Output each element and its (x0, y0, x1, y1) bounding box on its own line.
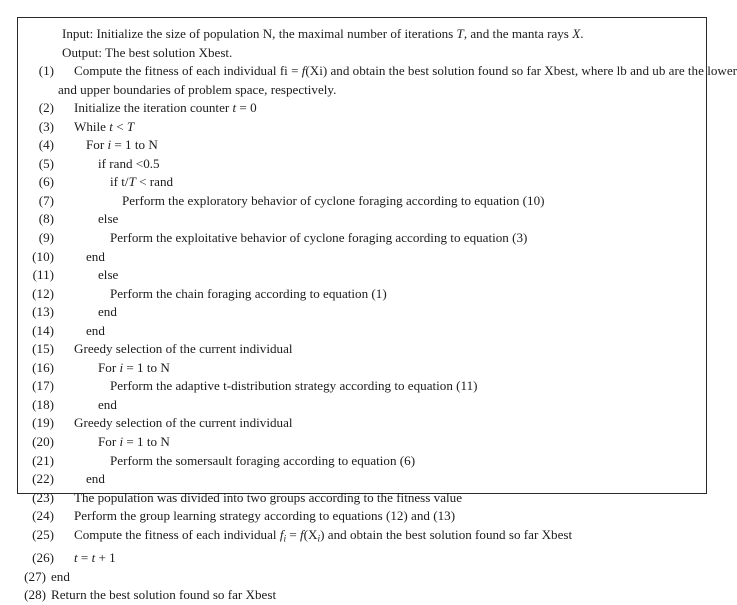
l26-increment: + 1 (95, 549, 116, 565)
l20-symbol-i: i (119, 434, 124, 450)
algorithm-line-28 (18, 586, 706, 605)
algorithm-line-22 (18, 470, 706, 489)
l16-part-a: For (98, 359, 120, 375)
l25-subscript-i: i (283, 534, 287, 545)
algorithm-line-13 (18, 303, 706, 322)
l1-part-a: Compute the fitness of each individual fi = (74, 63, 302, 79)
l6-part-b: < rand (135, 174, 174, 190)
l25-paren-close: ) (320, 526, 325, 542)
algorithm-line-23 (18, 489, 706, 508)
algorithm-line-10 (18, 248, 706, 267)
line-text-27: end (51, 568, 70, 584)
algorithm-line-27 (18, 568, 706, 587)
input-symbol-X: X (572, 26, 581, 41)
line-number-25: (25) (32, 526, 54, 542)
line-number-21: (21) (32, 452, 54, 468)
line-text-20 (90, 433, 170, 452)
line-number-4: (4) (38, 137, 54, 153)
line-text-4 (78, 136, 158, 155)
l26-symbol-t-left: t (74, 549, 78, 565)
line-text-5: if rand <0.5 (98, 155, 160, 171)
algorithm-line-list (18, 25, 737, 605)
l25-equals: = (286, 526, 301, 542)
line-number-24: (24) (32, 508, 54, 524)
algorithm-line-2 (18, 99, 706, 118)
line-text-18: end (98, 396, 117, 412)
line-text-6 (102, 173, 173, 192)
line-text-13: end (98, 304, 117, 320)
line-text-22: end (86, 471, 105, 487)
algorithm-line-12 (18, 285, 706, 304)
l4-part-b: = 1 to N (111, 137, 158, 153)
line-text-16 (90, 359, 170, 378)
line-text-28: Return the best solution found so far Xbest (51, 587, 277, 603)
algorithm-line-14 (18, 322, 706, 341)
line-text-21: Perform the somersault foraging according to equation (6) (110, 452, 416, 468)
line-number-28: (28) (24, 587, 46, 603)
algorithm-line-6 (18, 173, 706, 192)
algorithm-line-25 (18, 526, 706, 549)
l6-symbol-t: t (121, 174, 125, 190)
line-number-26: (26) (32, 549, 54, 565)
l25-function-f: f (300, 526, 304, 542)
line-text-25 (66, 526, 572, 549)
l3-symbol-T: T (126, 118, 135, 134)
l4-symbol-i: i (107, 137, 112, 153)
line-text-19: Greedy selection of the current individual (74, 415, 293, 431)
algorithm-line-19 (18, 414, 706, 433)
l1-part-b: (Xi) and obtain the best solution found so far Xbest, where lb and ub are the lower (305, 63, 737, 79)
l6-slash: / (124, 174, 129, 190)
line-text-7: Perform the exploratory behavior of cyclone foraging according to equation (10) (122, 192, 545, 208)
l25-part-b: and obtain the best solution found so far Xbest (324, 526, 573, 542)
algorithm-box (17, 17, 737, 603)
algorithm-line-3 (18, 118, 706, 137)
line-text-1 (66, 62, 737, 81)
input-period: . (580, 26, 584, 41)
algorithm-line-5 (18, 155, 706, 174)
line-text-3 (66, 118, 134, 137)
line-number-8: (8) (38, 211, 54, 227)
algorithm-line-8 (18, 210, 706, 229)
input-mid-text: , and the manta rays (463, 26, 573, 41)
line-number-13: (13) (32, 304, 54, 320)
line-number-27: (27) (24, 568, 46, 584)
line-text-23: The population was divided into two groups according to the fitness value (74, 489, 463, 505)
algorithm-line-output (18, 44, 706, 63)
line-text-14: end (86, 322, 105, 338)
line-number-20: (20) (32, 434, 54, 450)
line-number-15: (15) (32, 341, 54, 357)
line-number-10: (10) (32, 248, 54, 264)
algorithm-line-9 (18, 229, 706, 248)
algorithm-line-17 (18, 377, 706, 396)
line-number-11: (11) (32, 267, 54, 283)
algorithm-line-11 (18, 266, 706, 285)
l25-part-a: Compute the fitness of each individual (74, 526, 280, 542)
algorithm-line-26 (18, 549, 706, 568)
line-number-2: (2) (38, 100, 54, 116)
l4-part-a: For (86, 137, 108, 153)
l20-part-b: = 1 to N (123, 434, 170, 450)
l26-equals: = (77, 549, 92, 565)
line-number-19: (19) (32, 415, 54, 431)
line-text-1-continuation: and upper boundaries of problem space, respectively. (58, 81, 337, 97)
l6-symbol-T: T (128, 174, 136, 190)
algorithm-line-1 (18, 62, 737, 81)
line-number-3: (3) (38, 118, 54, 134)
algorithm-line-21 (18, 452, 706, 471)
line-number-9: (9) (38, 230, 54, 246)
l25-symbol-f: f (279, 526, 284, 542)
l25-paren-open: (X (303, 526, 318, 542)
algorithm-line-18 (18, 396, 706, 415)
algorithm-line-24 (18, 507, 706, 526)
line-number-14: (14) (32, 322, 54, 338)
line-text-input (54, 25, 583, 44)
l1-function-f: f (301, 63, 306, 79)
algorithm-line-1-continuation (18, 81, 706, 100)
line-number-17: (17) (32, 378, 54, 394)
line-number-7: (7) (38, 192, 54, 208)
l20-part-a: For (98, 434, 120, 450)
l3-part-a: While (74, 118, 110, 134)
line-text-24: Perform the group learning strategy according to equations (12) and (13) (74, 508, 456, 524)
l2-part-a: Initialize the iteration counter (74, 100, 233, 116)
input-symbol-T: T (456, 26, 464, 41)
line-number-22: (22) (32, 471, 54, 487)
l16-part-b: = 1 to N (123, 359, 170, 375)
line-text-9: Perform the exploitative behavior of cyclone foraging according to equation (3) (110, 230, 528, 246)
l16-symbol-i: i (119, 359, 124, 375)
algorithm-line-15 (18, 340, 706, 359)
line-text-output: Output: The best solution Xbest. (62, 44, 233, 60)
line-text-2 (66, 99, 257, 118)
l25-subscript-xi: i (317, 534, 321, 545)
line-text-8: else (98, 211, 119, 227)
l2-symbol-t: t (232, 100, 237, 116)
line-number-18: (18) (32, 396, 54, 412)
line-text-11: else (98, 267, 119, 283)
line-number-6: (6) (38, 174, 54, 190)
algorithm-line-7 (18, 192, 706, 211)
line-number-5: (5) (38, 155, 54, 171)
l2-part-b: = 0 (236, 100, 257, 116)
l3-operator: < (112, 118, 127, 134)
algorithm-line-4 (18, 136, 706, 155)
algorithm-line-20 (18, 433, 706, 452)
l6-part-a: if (110, 174, 122, 190)
line-text-15: Greedy selection of the current individual (74, 341, 293, 357)
line-text-26 (66, 549, 116, 568)
line-text-10: end (86, 248, 105, 264)
line-number-23: (23) (32, 489, 54, 505)
l26-symbol-t-right: t (91, 549, 96, 565)
line-number-1: (1) (38, 63, 54, 79)
line-text-17: Perform the adaptive t-distribution strategy according to equation (11) (110, 378, 478, 394)
l3-symbol-t: t (109, 118, 113, 134)
line-text-12: Perform the chain foraging according to equation (1) (110, 285, 387, 301)
line-number-12: (12) (32, 285, 54, 301)
algorithm-line-input (18, 25, 706, 44)
algorithm-line-16 (18, 359, 706, 378)
line-number-16: (16) (32, 359, 54, 375)
input-prefix-text: Input: Initialize the size of population N, the maximal number of iterations (62, 26, 457, 41)
